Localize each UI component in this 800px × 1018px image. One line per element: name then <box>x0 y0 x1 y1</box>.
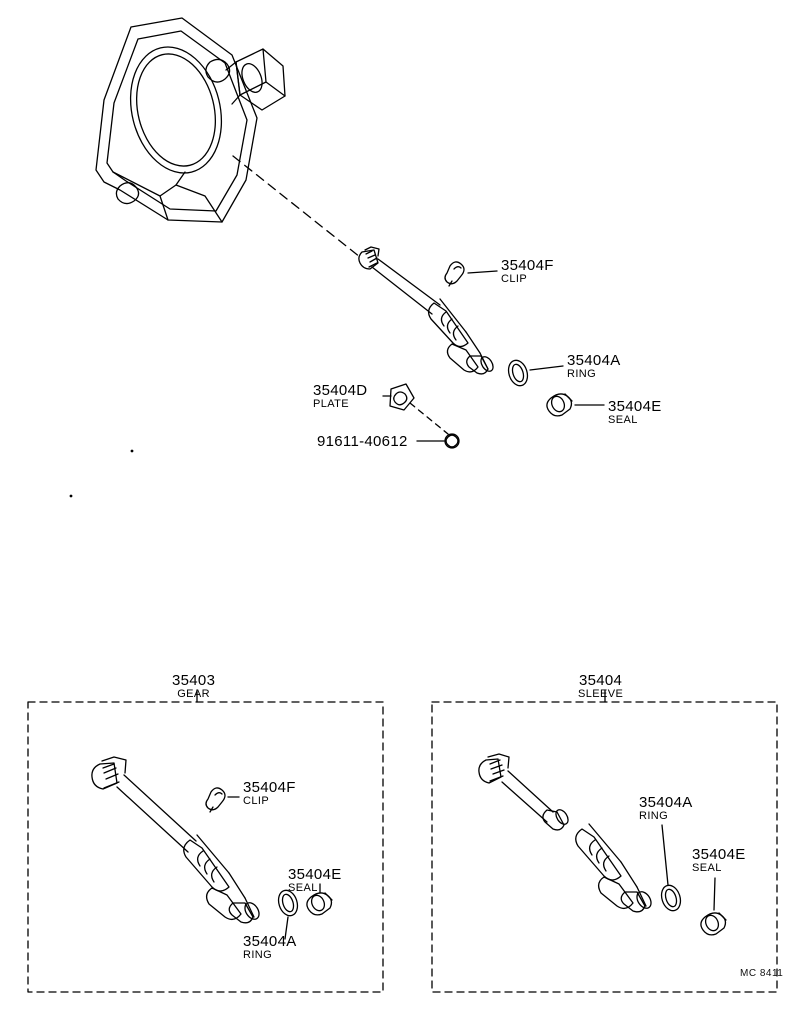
driven-gear-shaft-main <box>359 247 496 374</box>
label-35404E-seal-gear-panel <box>288 867 342 894</box>
label-35404D-plate-main <box>313 383 367 410</box>
label-code: 35404E <box>288 866 342 883</box>
ring-part-main <box>505 358 530 388</box>
label-code: 35404F <box>501 257 554 274</box>
panel-title-35403-gear <box>172 673 215 700</box>
bolt-part-main <box>445 434 459 448</box>
label-code: 35404D <box>313 382 368 399</box>
label-sub: SLEEVE <box>578 688 624 700</box>
panel-title-35404-sleeve <box>578 673 623 700</box>
sleeve-panel-ring-leader <box>662 825 668 885</box>
label-35404E-seal-main <box>608 399 662 426</box>
plate-part-main <box>390 384 414 410</box>
label-code: 35404A <box>243 933 297 950</box>
label-code: 35403 <box>172 672 216 689</box>
extension-housing-illustration <box>96 18 285 222</box>
label-sub: PLATE <box>313 398 350 410</box>
label-35404F-clip-main <box>501 258 554 285</box>
label-code: 91611-40612 <box>317 433 408 450</box>
label-code: 35404E <box>692 846 746 863</box>
sleeve-panel-shaft <box>479 754 571 830</box>
clip-part-main <box>445 262 464 286</box>
label-code: 35404F <box>243 779 296 796</box>
sleeve-panel-body <box>576 824 654 912</box>
gear-panel-frame <box>28 702 383 992</box>
gear-panel-clip <box>206 788 225 812</box>
assembly-leader-main <box>233 156 360 257</box>
sleeve-panel-seal-leader <box>714 878 715 910</box>
label-sub: RING <box>567 368 597 380</box>
label-sub: CLIP <box>243 795 270 807</box>
sleeve-panel-ring <box>658 883 683 913</box>
label-sub: SEAL <box>288 882 318 894</box>
label-35404A-ring-main <box>567 353 621 380</box>
label-91611-40612-bolt-main <box>317 434 408 449</box>
label-sub: CLIP <box>501 273 528 285</box>
gear-panel-seal <box>307 893 332 915</box>
label-sub: GEAR <box>177 688 210 700</box>
clip-leader-main <box>468 271 497 273</box>
label-35404A-ring-sleeve-panel <box>639 795 693 822</box>
sleeve-panel-seal <box>701 913 726 935</box>
gear-panel-shaft <box>92 757 262 923</box>
ring-leader-main <box>530 366 563 370</box>
label-35404A-ring-gear-panel <box>243 934 297 961</box>
label-code: 35404A <box>639 794 693 811</box>
seal-part-main <box>547 394 572 416</box>
label-sub: SEAL <box>608 414 638 426</box>
label-code: 35404A <box>567 352 621 369</box>
diagram-watermark: MC 8411 <box>740 968 784 979</box>
label-sub: SEAL <box>692 862 722 874</box>
label-sub: RING <box>243 949 273 961</box>
label-35404F-clip-gear-panel <box>243 780 296 807</box>
label-35404E-seal-sleeve-panel <box>692 847 746 874</box>
label-sub: RING <box>639 810 669 822</box>
label-code: 35404E <box>608 398 662 415</box>
plate-bolt-dashed <box>410 403 448 434</box>
label-code: 35404 <box>578 672 623 689</box>
